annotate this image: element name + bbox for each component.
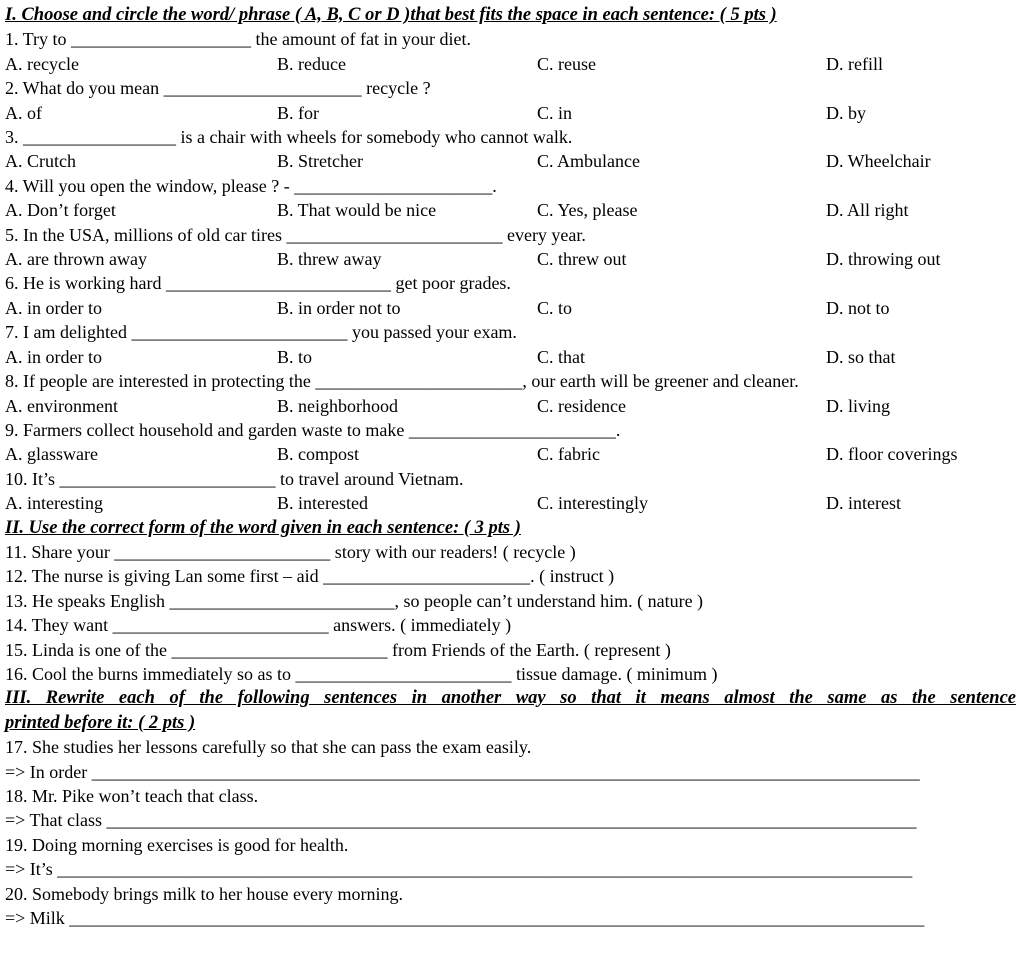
option-c: C. in — [537, 102, 573, 123]
question-19-sentence: 19. Doing morning exercises is good for health. — [5, 834, 349, 855]
option-c: C. threw out — [537, 249, 627, 270]
question-6-options — [5, 296, 1016, 320]
option-a: A. Don’t forget — [5, 200, 116, 221]
option-c: C. residence — [537, 395, 626, 416]
question-block-8 — [5, 369, 1016, 418]
question-5-text: 5. In the USA, millions of old car tires ________________________ every year. — [5, 224, 586, 245]
question-19-answer-line: => It’s _______________________________________________________________________________________________ — [5, 859, 913, 880]
question-12-text: 12. The nurse is giving Lan some first – aid _______________________. ( instruct ) — [5, 566, 615, 587]
option-b: B. in order not to — [277, 297, 401, 318]
question-block-2 — [5, 76, 1016, 125]
question-5-options — [5, 247, 1016, 271]
question-6-text: 6. He is working hard _________________________ get poor grades. — [5, 273, 511, 294]
option-c: C. to — [537, 297, 573, 318]
option-d: D. not to — [826, 297, 890, 318]
option-c: C. interestingly — [537, 493, 648, 514]
option-a: A. are thrown away — [5, 249, 147, 270]
option-d: D. Wheelchair — [826, 151, 931, 172]
option-a: A. Crutch — [5, 151, 76, 172]
section-3-heading — [5, 686, 1016, 735]
question-1-text: 1. Try to ____________________ the amount of fat in your diet. — [5, 29, 471, 50]
question-1-options — [5, 52, 1016, 76]
option-d: D. refill — [826, 53, 883, 74]
option-b: B. compost — [277, 444, 360, 465]
section-2-heading: II. Use the correct form of the word given in each sentence: ( 3 pts ) — [5, 517, 521, 538]
option-d: D. so that — [826, 346, 896, 367]
option-a: A. of — [5, 102, 42, 123]
option-d: D. throwing out — [826, 249, 941, 270]
question-8-text: 8. If people are interested in protecting the _______________________, our earth will be greener and cleaner. — [5, 371, 799, 392]
question-block-3 — [5, 125, 1016, 174]
option-b: B. neighborhood — [277, 395, 398, 416]
option-c: C. fabric — [537, 444, 600, 465]
question-17-sentence: 17. She studies her lessons carefully so that she can pass the exam easily. — [5, 737, 532, 758]
option-c: C. Yes, please — [537, 200, 638, 221]
option-c: C. Ambulance — [537, 151, 640, 172]
option-a: A. in order to — [5, 297, 102, 318]
question-13-text: 13. He speaks English _________________________, so people can’t understand him. ( nature ) — [5, 590, 704, 611]
question-9-options — [5, 442, 1016, 466]
question-2-text: 2. What do you mean ______________________ recycle ? — [5, 78, 431, 99]
question-9-text: 9. Farmers collect household and garden waste to make _______________________. — [5, 419, 621, 440]
option-b: B. threw away — [277, 249, 382, 270]
question-4-options — [5, 198, 1016, 222]
option-a: A. environment — [5, 395, 118, 416]
question-18-answer-line: => That class __________________________________________________________________________________________ — [5, 810, 917, 831]
question-4-text: 4. Will you open the window, please ? - ______________________. — [5, 175, 497, 196]
question-17-answer-line: => In order ____________________________________________________________________________________________ — [5, 761, 920, 782]
option-b: B. interested — [277, 493, 368, 514]
question-11-text: 11. Share your ________________________ story with our readers! ( recycle ) — [5, 541, 576, 562]
option-d: D. interest — [826, 493, 901, 514]
question-16-text: 16. Cool the burns immediately so as to ________________________ tissue damage. ( minimum ) — [5, 663, 718, 684]
option-b: B. That would be nice — [277, 200, 437, 221]
option-d: D. by — [826, 102, 866, 123]
question-3-options — [5, 149, 1016, 173]
section-3-heading-line-2: printed before it: ( 2 pts ) — [5, 712, 196, 733]
option-c: C. reuse — [537, 53, 596, 74]
question-10-text: 10. It’s ________________________ to travel around Vietnam. — [5, 468, 464, 489]
question-8-options — [5, 394, 1016, 418]
option-c: C. that — [537, 346, 585, 367]
option-d: D. All right — [826, 200, 909, 221]
question-block-4 — [5, 174, 1016, 223]
section-1-heading: I. Choose and circle the word/ phrase ( A, B, C or D )that best fits the space in each sentence: ( 5 pts ) — [5, 5, 777, 25]
question-20-answer-line: => Milk _______________________________________________________________________________________________ — [5, 908, 925, 929]
option-d: D. floor coverings — [826, 444, 958, 465]
option-b: B. Stretcher — [277, 151, 363, 172]
question-block-5 — [5, 223, 1016, 272]
option-a: A. recycle — [5, 53, 79, 74]
question-14-text: 14. They want ________________________ answers. ( immediately ) — [5, 615, 512, 636]
question-block-9 — [5, 418, 1016, 467]
question-15-text: 15. Linda is one of the ________________________ from Friends of the Earth. ( represent ) — [5, 639, 671, 660]
section-3-heading-line-1: III. Rewrite each of the following sentences in another way so that it means almost the same as the sentence — [5, 688, 1016, 709]
question-block-7 — [5, 320, 1016, 369]
option-a: A. glassware — [5, 444, 98, 465]
question-block-6 — [5, 271, 1016, 320]
question-block-10 — [5, 467, 1016, 516]
question-3-text: 3. _________________ is a chair with wheels for somebody who cannot walk. — [5, 127, 573, 148]
option-d: D. living — [826, 395, 891, 416]
option-b: B. for — [277, 102, 319, 123]
question-18-sentence: 18. Mr. Pike won’t teach that class. — [5, 786, 259, 806]
question-2-options — [5, 101, 1016, 125]
option-b: B. to — [277, 346, 313, 367]
option-a: A. interesting — [5, 493, 103, 514]
question-10-options — [5, 491, 1016, 515]
question-20-sentence: 20. Somebody brings milk to her house every morning. — [5, 883, 403, 904]
option-a: A. in order to — [5, 346, 102, 367]
question-block-1 — [5, 27, 1016, 76]
question-7-text: 7. I am delighted ________________________ you passed your exam. — [5, 322, 517, 343]
question-7-options — [5, 345, 1016, 369]
option-b: B. reduce — [277, 53, 346, 74]
